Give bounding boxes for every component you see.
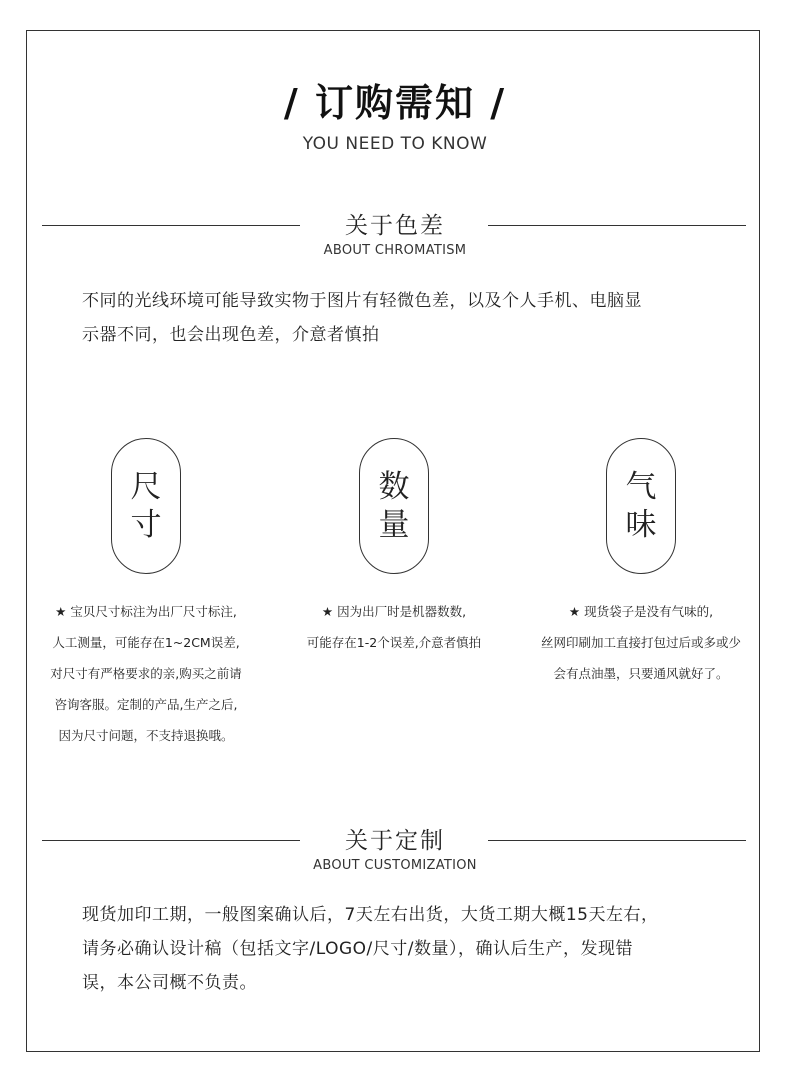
pill-char: 味 — [625, 507, 657, 543]
paragraph-line: 请务必确认设计稿（包括文字/LOGO/尺寸/数量），确认后生产，发现错 — [82, 939, 633, 959]
pill-char: 数 — [378, 469, 410, 505]
section-title-customization: 关于定制 — [345, 828, 445, 854]
note-line: ★ 因为出厂时是机器数数, — [321, 604, 467, 619]
customization-paragraph — [82, 898, 722, 1000]
paragraph-line: 现货加印工期，一般图案确认后，7天左右出货，大货工期大概15天左右， — [82, 905, 659, 925]
note-line: ★ 现货袋子是没有气味的, — [568, 604, 714, 619]
pill-odor — [606, 438, 676, 574]
pill-char: 气 — [625, 469, 657, 505]
pill-char: 尺 — [130, 469, 162, 505]
pill-char: 量 — [378, 507, 410, 543]
pill-quantity — [359, 438, 429, 574]
paragraph-line: 示器不同，也会出现色差，介意者慎拍 — [82, 325, 380, 345]
paragraph-line: 误，本公司概不负责。 — [82, 973, 257, 993]
note-line: 会有点油墨，只要通风就好了。 — [553, 666, 729, 681]
pill-size — [111, 438, 181, 574]
note-line: ★ 宝贝尺寸标注为出厂尺寸标注, — [55, 604, 237, 619]
note-line: 因为尺寸问题，不支持退换哦。 — [58, 728, 234, 743]
section-subtitle-customization: ABOUT CUSTOMIZATION — [313, 858, 477, 873]
section-subtitle-chromatism: ABOUT CHROMATISM — [323, 243, 467, 258]
section-title-chromatism: 关于色差 — [345, 213, 445, 239]
pill-char: 寸 — [130, 507, 162, 543]
note-line: 人工测量，可能存在1~2CM误差, — [52, 635, 240, 650]
page-subtitle: YOU NEED TO KNOW — [302, 134, 488, 154]
note-line: 可能存在1-2个误差,介意者慎拍 — [306, 635, 482, 650]
paragraph-line: 不同的光线环境可能导致实物于图片有轻微色差，以及个人手机、电脑显 — [82, 291, 642, 311]
note-quantity — [270, 596, 518, 658]
note-line: 丝网印刷加工直接打包过后或多或少 — [540, 635, 741, 650]
chromatism-paragraph — [82, 284, 722, 352]
note-line: 对尺寸有严格要求的亲,购买之前请 — [50, 666, 242, 681]
note-odor — [517, 596, 765, 689]
page-title: / 订购需知 / — [283, 81, 507, 125]
note-line: 咨询客服。定制的产品,生产之后, — [54, 697, 238, 712]
note-size — [22, 596, 270, 751]
